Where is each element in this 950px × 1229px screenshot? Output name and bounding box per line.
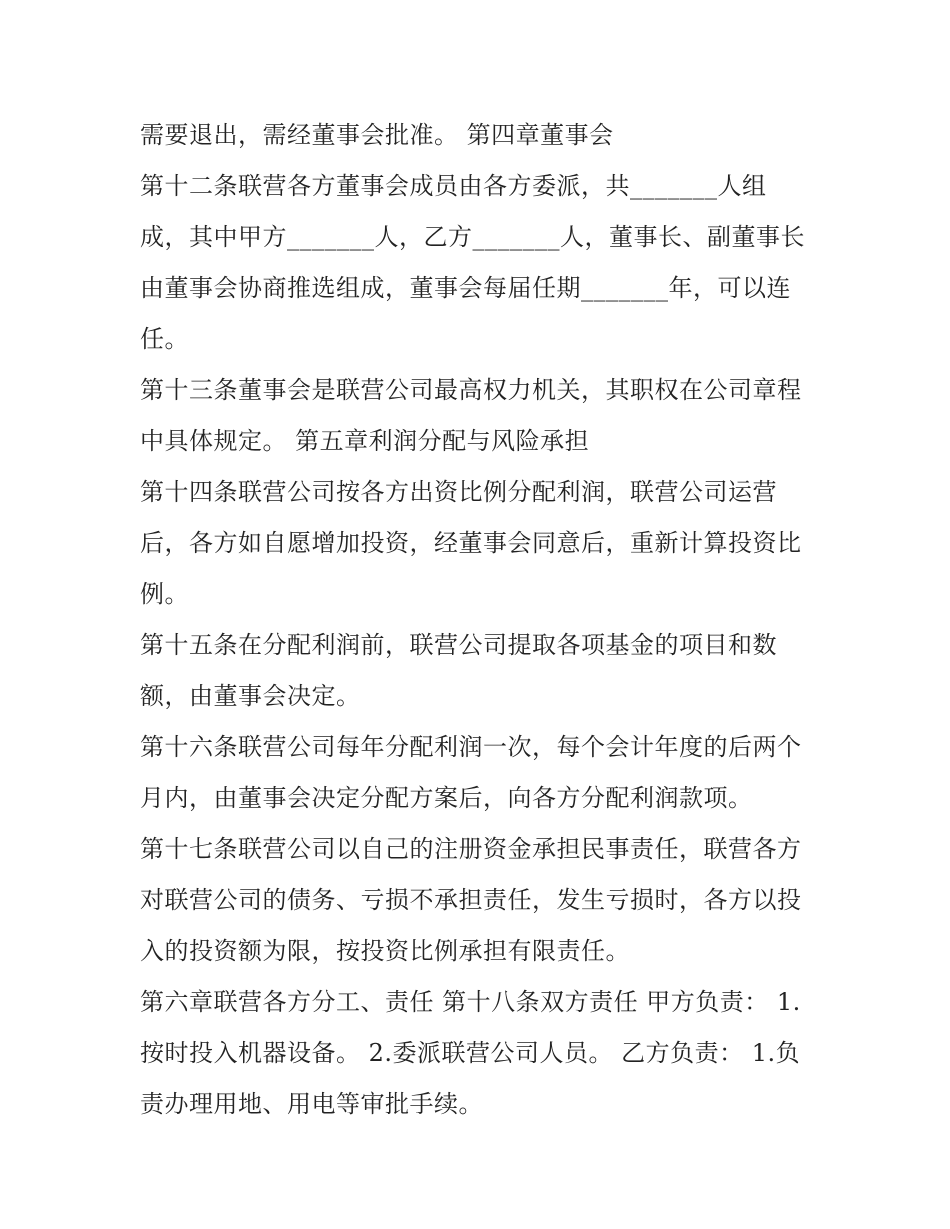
text-line: 第十四条联营公司按各方出资比例分配利润，联营公司运营 [140, 478, 777, 506]
document-body [140, 110, 820, 1130]
text-line: 例。 [140, 580, 189, 608]
text-line: 对联营公司的债务、亏损不承担责任，发生亏损时，各方以投 [140, 886, 802, 914]
text-line: 入的投资额为限，按投资比例承担有限责任。 [140, 937, 630, 965]
text-line: 中具体规定。 第五章利润分配与风险承担 [140, 427, 590, 455]
text-line: 第十六条联营公司每年分配利润一次，每个会计年度的后两个 [140, 733, 802, 761]
text-line: 按时投入机器设备。 2.委派联营公司人员。 乙方负责： 1.负 [140, 1039, 801, 1067]
text-line: 第六章联营各方分工、责任 第十八条双方责任 甲方负责： 1. [140, 988, 801, 1016]
text-line: 由董事会协商推选组成，董事会每届任期_______年，可以连 [140, 274, 791, 302]
text-line: 任。 [140, 325, 189, 353]
text-line: 责办理用地、用电等审批手续。 [140, 1090, 483, 1118]
text-line: 第十二条联营各方董事会成员由各方委派，共_______人组 [140, 172, 767, 200]
text-line: 月内，由董事会决定分配方案后，向各方分配利润款项。 [140, 784, 753, 812]
text-line: 额，由董事会决定。 [140, 682, 361, 710]
text-line: 后，各方如自愿增加投资，经董事会同意后，重新计算投资比 [140, 529, 802, 557]
text-line: 第十七条联营公司以自己的注册资金承担民事责任，联营各方 [140, 835, 802, 863]
text-line: 第十三条董事会是联营公司最高权力机关，其职权在公司章程 [140, 376, 802, 404]
text-line: 需要退出，需经董事会批准。 第四章董事会 [140, 121, 614, 149]
text-line: 第十五条在分配利润前，联营公司提取各项基金的项目和数 [140, 631, 777, 659]
text-line: 成，其中甲方_______人，乙方_______人，董事长、副董事长 [140, 223, 805, 251]
